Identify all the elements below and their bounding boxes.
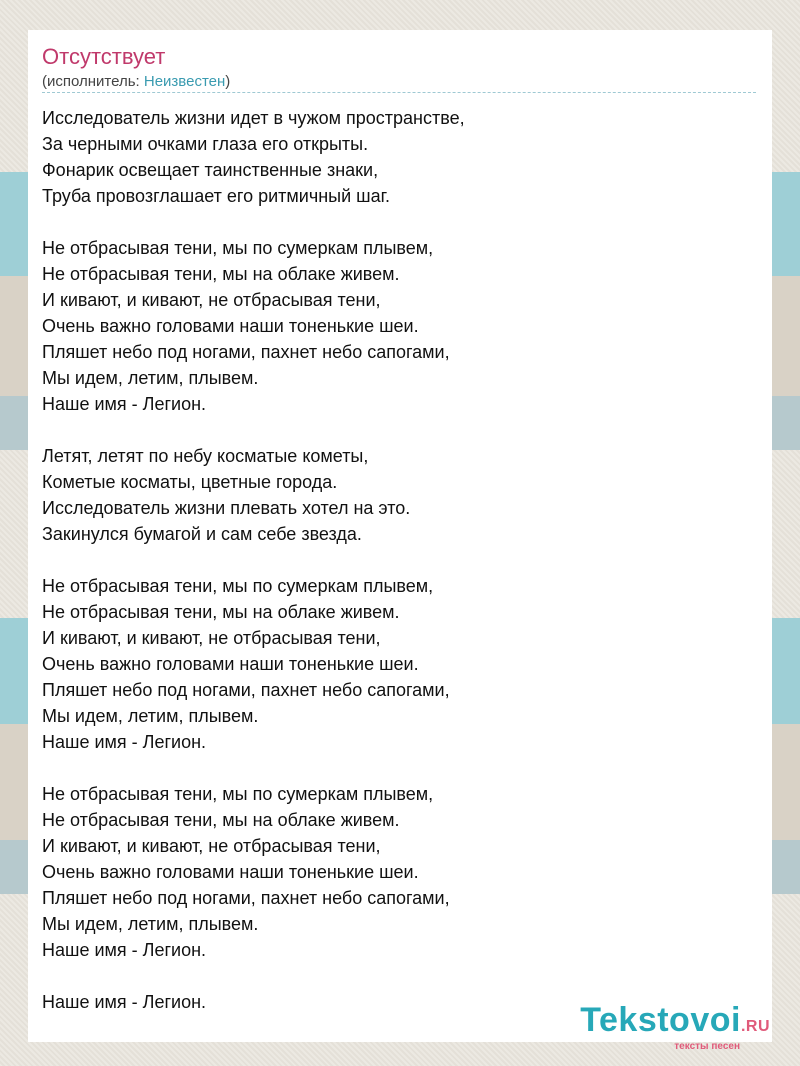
song-title[interactable]: Отсутствует — [42, 44, 166, 69]
lyric-line: Наше имя - Легион. — [42, 732, 207, 752]
lyric-line: И кивают, и кивают, не отбрасывая тени, — [42, 836, 381, 856]
lyric-line: И кивают, и кивают, не отбрасывая тени, — [42, 290, 381, 310]
lyric-line: Исследователь жизни идет в чужом пространстве, — [42, 108, 465, 128]
lyric-line: Очень важно головами наши тоненькие шеи. — [42, 316, 419, 336]
lyric-line: Не отбрасывая тени, мы на облаке живем. — [42, 264, 400, 284]
lyric-line: Пляшет небо под ногами, пахнет небо сапогами, — [42, 680, 450, 700]
lyric-line: Кометые косматы, цветные города. — [42, 472, 338, 492]
lyric-line: Очень важно головами наши тоненькие шеи. — [42, 862, 419, 882]
lyric-line — [42, 547, 752, 573]
lyric-line: Исследователь жизни плевать хотел на это. — [42, 498, 411, 518]
logo-wordmark — [580, 1002, 770, 1045]
lyric-line: Труба провозглашает его ритмичный шаг. — [42, 186, 390, 206]
lyric-line: Не отбрасывая тени, мы по сумеркам плывем, — [42, 784, 434, 804]
lyric-line: Очень важно головами наши тоненькие шеи. — [42, 654, 419, 674]
title-divider — [42, 92, 756, 93]
artist-link[interactable]: Неизвестен — [143, 73, 226, 90]
lyric-line: Не отбрасывая тени, мы по сумеркам плывем, — [42, 576, 434, 596]
artist-prefix: (исполнитель: — [42, 73, 144, 90]
lyric-line: Наше имя - Легион. — [42, 940, 207, 960]
lyric-line: Летят, летят по небу косматые кометы, — [42, 446, 369, 466]
lyric-line: Не отбрасывая тени, мы на облаке живем. — [42, 602, 400, 622]
lyric-line: Наше имя - Легион. — [42, 992, 207, 1012]
lyric-line — [42, 417, 752, 443]
lyric-line: Пляшет небо под ногами, пахнет небо сапогами, — [42, 888, 450, 908]
lyric-line — [42, 963, 752, 989]
lyric-line: Не отбрасывая тени, мы на облаке живем. — [42, 810, 400, 830]
site-logo[interactable] — [580, 1002, 770, 1052]
logo-tld: .RU — [740, 1018, 770, 1035]
lyric-line: И кивают, и кивают, не отбрасывая тени, — [42, 628, 381, 648]
lyric-line: Не отбрасывая тени, мы по сумеркам плывем, — [42, 238, 434, 258]
lyric-line: Закинулся бумагой и сам себе звезда. — [42, 524, 362, 544]
lyric-line: Наше имя - Легион. — [42, 394, 207, 414]
lyric-line — [42, 209, 752, 235]
logo-name: Tekstovoi — [580, 1001, 741, 1039]
lyric-line: Фонарик освещает таинственные знаки, — [42, 160, 379, 180]
logo-subtitle: тексты песен — [674, 1041, 740, 1052]
lyrics-card — [28, 30, 772, 1042]
lyric-line: За черными очками глаза его открыты. — [42, 134, 369, 154]
lyric-line: Мы идем, летим, плывем. — [42, 368, 259, 388]
artist-line — [42, 73, 230, 91]
lyric-line: Мы идем, летим, плывем. — [42, 706, 259, 726]
lyric-line — [42, 755, 752, 781]
lyric-line: Пляшет небо под ногами, пахнет небо сапогами, — [42, 342, 450, 362]
lyric-line: Мы идем, летим, плывем. — [42, 914, 259, 934]
lyrics-text — [42, 105, 752, 1015]
artist-suffix: ) — [225, 73, 231, 90]
